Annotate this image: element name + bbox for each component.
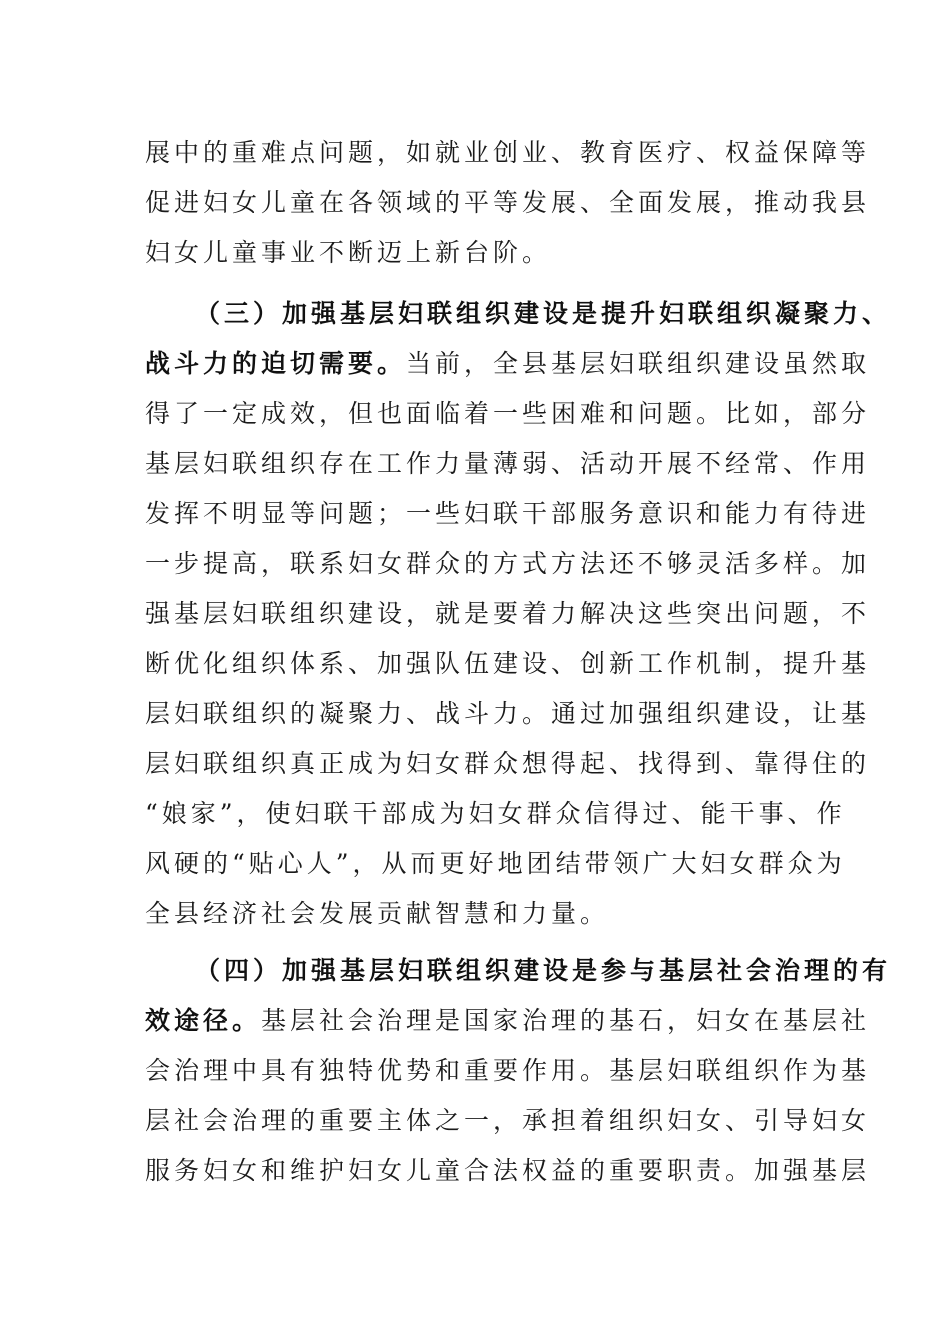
section-heading-3-line-1 (145, 289, 892, 339)
text-line: 层社会治理的重要主体之一，承担着组织妇女、引导妇女 (145, 1106, 871, 1135)
text-line: 一步提高，联系妇女群众的方式方法还不够灵活多样。加 (145, 549, 871, 578)
text-line: 展中的重难点问题，如就业创业、教育医疗、权益保障等 (145, 138, 871, 167)
text-line: 得了一定成效，但也面临着一些困难和问题。比如，部分 (145, 399, 871, 428)
text-line: “娘家”，使妇联干部成为妇女群众信得过、能干事、作 (145, 799, 846, 828)
paragraph-section-4 (145, 946, 892, 1196)
text-line: 风硬的“贴心人”，从而更好地团结带领广大妇女群众为 (145, 849, 846, 878)
text-line: 会治理中具有独特优势和重要作用。基层妇联组织作为基 (145, 1056, 871, 1085)
paragraph-continuation (145, 128, 871, 278)
section-heading-3-end: 战斗力的迫切需要。 (145, 349, 407, 378)
text-line (145, 996, 871, 1046)
section-heading-4: （四）加强基层妇联组织建设是参与基层社会治理的有 (195, 956, 892, 985)
text-line: 断优化组织体系、加强队伍建设、创新工作机制，提升基 (145, 649, 871, 678)
text-line: 层妇联组织的凝聚力、战斗力。通过加强组织建设，让基 (145, 699, 871, 728)
section-heading-3: （三）加强基层妇联组织建设是提升妇联组织凝聚力、 (195, 299, 892, 328)
text-run: 当前，全县基层妇联组织建设虽然取 (406, 349, 871, 378)
text-line: 强基层妇联组织建设，就是要着力解决这些突出问题，不 (145, 599, 871, 628)
text-line: 全县经济社会发展贡献智慧和力量。 (145, 899, 610, 928)
text-line: 服务妇女和维护妇女儿童合法权益的重要职责。加强基层 (145, 1156, 871, 1185)
text-run: 基层社会治理是国家治理的基石，妇女在基层社 (261, 1006, 871, 1035)
text-line: 妇女儿童事业不断迈上新台阶。 (145, 238, 552, 267)
text-line: 发挥不明显等问题；一些妇联干部服务意识和能力有待进 (145, 499, 871, 528)
text-line: 促进妇女儿童在各领域的平等发展、全面发展，推动我县 (145, 188, 871, 217)
section-heading-4-end: 效途径。 (145, 1006, 262, 1035)
text-line (145, 339, 871, 389)
section-heading-4-line-1 (145, 946, 892, 996)
text-line: 基层妇联组织存在工作力量薄弱、活动开展不经常、作用 (145, 449, 871, 478)
text-line: 层妇联组织真正成为妇女群众想得起、找得到、靠得住的 (145, 749, 871, 778)
paragraph-section-3 (145, 289, 892, 939)
